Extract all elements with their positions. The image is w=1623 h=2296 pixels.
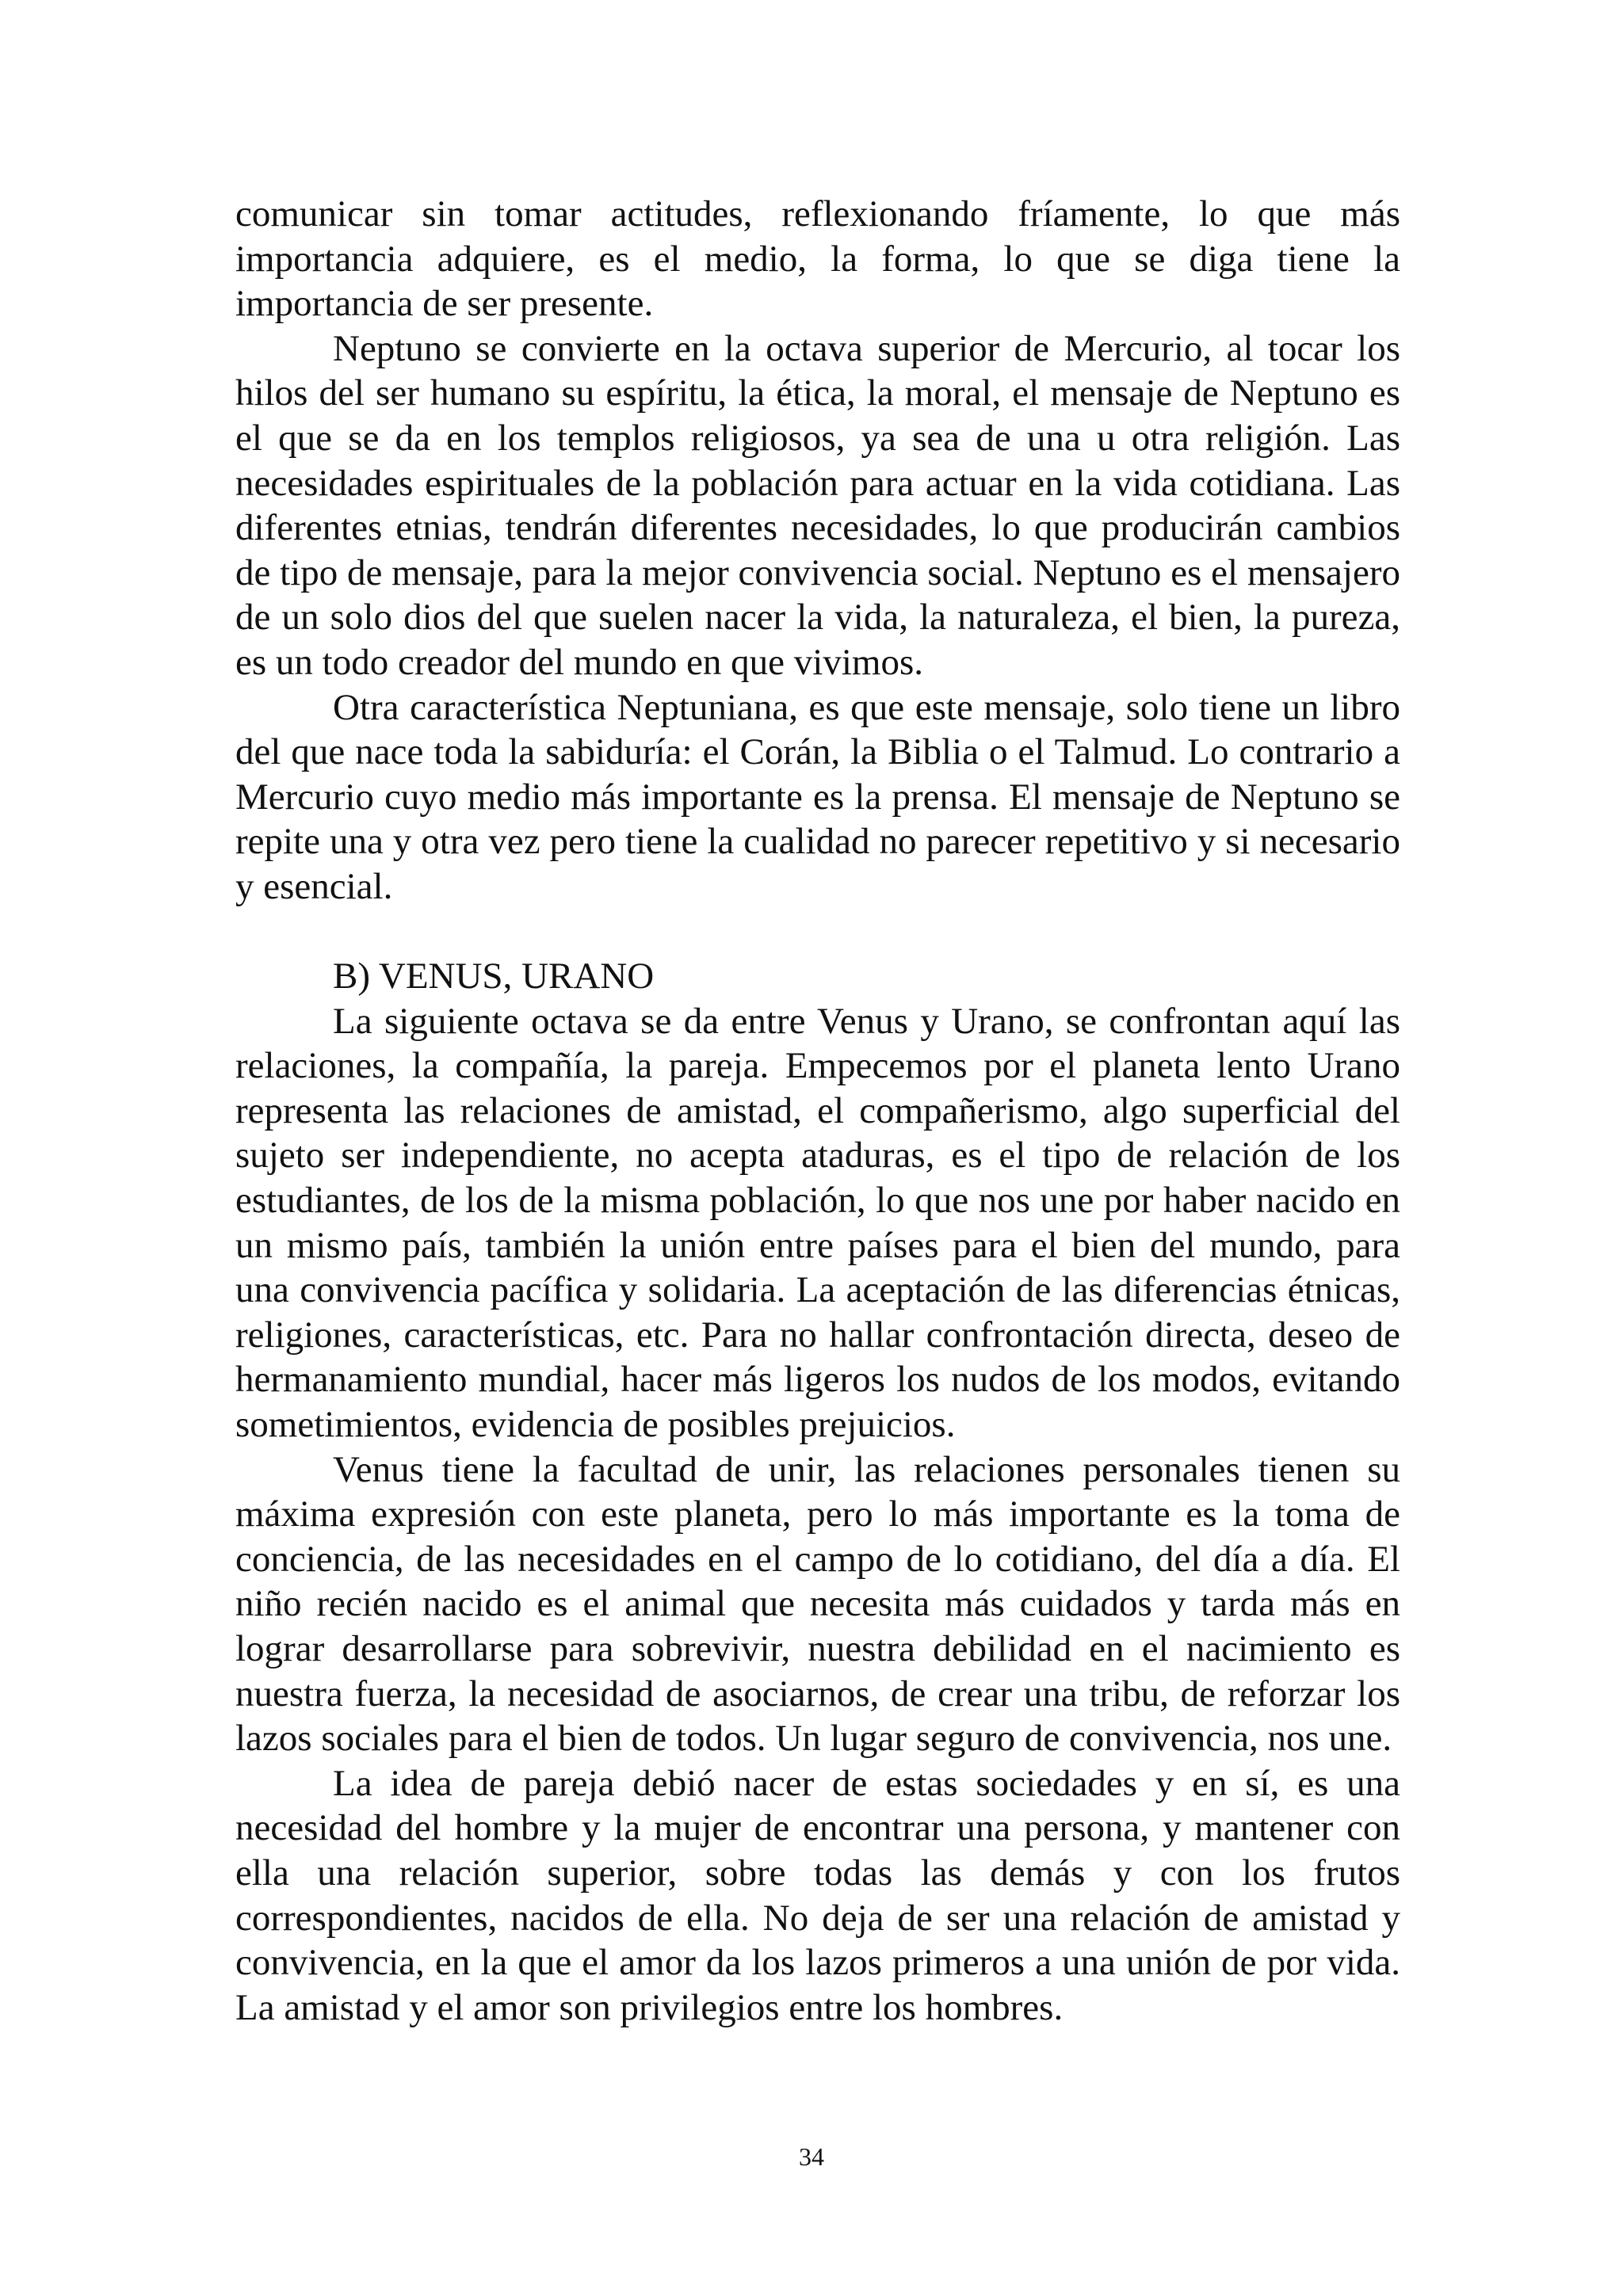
paragraph-spacer [235,910,1400,955]
paragraph: comunicar sin tomar actitudes, reflexionando fríamente, lo que más importancia adquiere, es el medio, la forma, lo que se diga tiene la importancia de ser presente. [235,193,1400,325]
paragraph: Venus tiene la facultad de unir, las relaciones personales tienen su máxima expresión con este planeta, pero lo más importante es la toma de conciencia, de las necesidades en el campo de lo cotidiano, del día a día. El niño recién nacido es el animal que necesita más cuidados y tarda más en lograr desarrollarse para sobrevivir, nuestra debilidad en el nacimiento es nuestra fuerza, la necesidad de asociarnos, de crear una tribu, de reforzar los lazos sociales para el bien de todos. Un lugar seguro de convivencia, nos une. [235,1448,1400,1760]
paragraph: La siguiente octava se da entre Venus y Urano, se confrontan aquí las relaciones, la compañía, la pareja. Empecemos por el planeta lento Urano representa las relaciones de amistad, el compañerismo, algo superficial del sujeto ser independiente, no acepta ataduras, es el tipo de relación de los estudiantes, de los de la misma población, lo que nos une por haber nacido en un mismo país, también la unión entre países para el bien del mundo, para una convivencia pacífica y solidaria. La aceptación de las diferencias étnicas, religiones, características, etc. Para no hallar confrontación directa, deseo de hermanamiento mundial, hacer más ligeros los nudos de los modos, evitando sometimientos, evidencia de posibles prejuicios. [235,1000,1400,1446]
paragraph: La idea de pareja debió nacer de estas sociedades y en sí, es una necesidad del hombre y la mujer de encontrar una persona, y mantener con ella una relación superior, sobre todas las demás y con los frutos correspondientes, nacidos de ella. No deja de ser una relación de amistad y convivencia, en la que el amor da los lazos primeros a una unión de por vida. La amistad y el amor son privilegios entre los hombres. [235,1762,1400,2028]
paragraph: Otra característica Neptuniana, es que este mensaje, solo tiene un libro del que nace toda la sabiduría: el Corán, la Biblia o el Talmud. Lo contrario a Mercurio cuyo medio más importante es la prensa. El mensaje de Neptuno se repite una y otra vez pero tiene la cualidad no parecer repetitivo y si necesario y esencial. [235,686,1400,907]
section-heading: B) VENUS, URANO [333,955,655,997]
body-text [235,192,1400,2030]
page-number: 34 [799,2142,824,2171]
paragraph: Neptuno se convierte en la octava superior de Mercurio, al tocar los hilos del ser humano su espíritu, la ética, la moral, el mensaje de Neptuno es el que se da en los templos religiosos, ya sea de una u otra religión. Las necesidades espirituales de la población para actuar en la vida cotidiana. Las diferentes etnias, tendrán diferentes necesidades, lo que producirán cambios de tipo de mensaje, para la mejor convivencia social. Neptuno es el mensajero de un solo dios del que suelen nacer la vida, la naturaleza, el bien, la pureza, es un todo creador del mundo en que vivimos. [235,327,1400,683]
